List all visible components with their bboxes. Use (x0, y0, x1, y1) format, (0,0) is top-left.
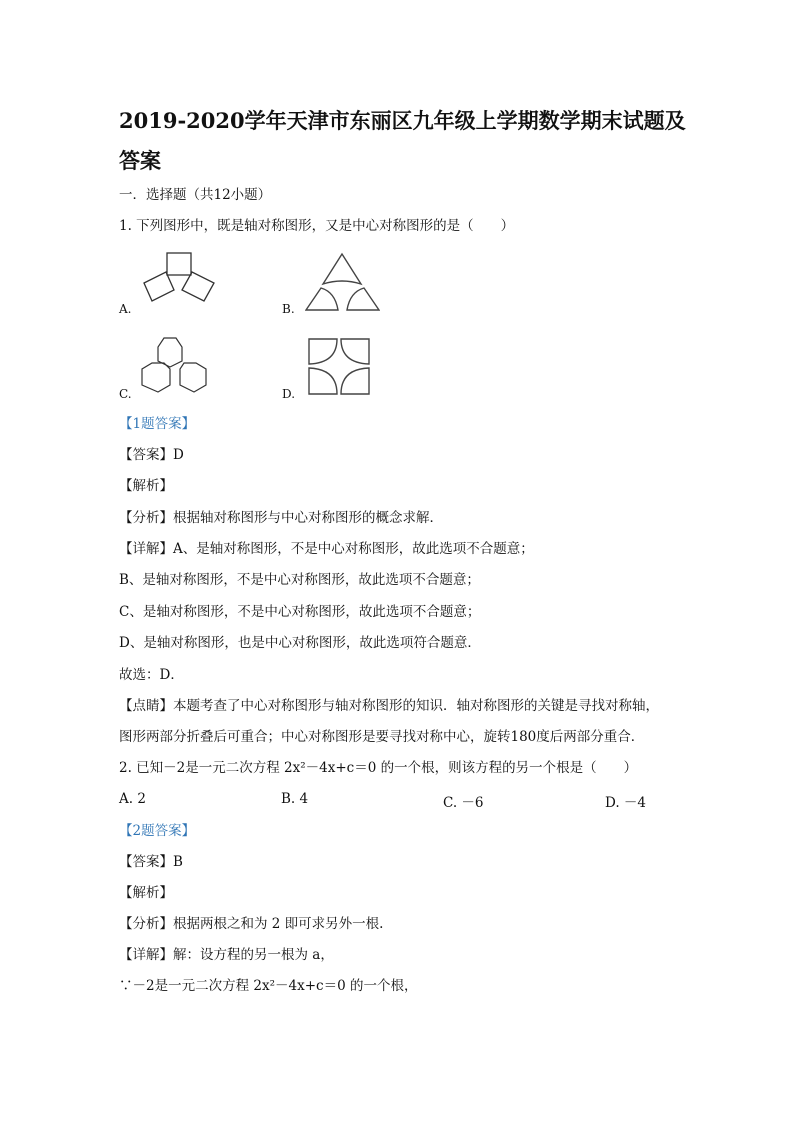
q2-answer: 【答案】B (119, 854, 183, 870)
q1-option-d: D. (282, 387, 296, 401)
figure-c (140, 337, 208, 397)
q1-explanation-line: D、是轴对称图形，也是中心对称图形，故此选项符合题意． (119, 635, 481, 651)
q1-explanation-line: 【分析】根据轴对称图形与中心对称图形的概念求解． (119, 510, 443, 526)
q2-option-d: D. －4 (605, 795, 647, 811)
q2-analysis-heading: 【解析】 (119, 885, 173, 901)
q2-explanation-line: 【分析】根据两根之和为 2 即可求另外一根. (119, 916, 384, 932)
q2-option-b: B. 4 (281, 791, 309, 807)
doc-title-line1: 2019-2020学年天津市东丽区九年级上学期数学期末试题及 (119, 108, 686, 133)
doc-title-line2: 答案 (119, 148, 161, 173)
q1-answer: 【答案】D (119, 447, 184, 463)
q2-explanation-line: ∵－2是一元二次方程 2x²－4x+c＝0 的一个根， (119, 978, 418, 994)
q1-explanation-line: 故选：D． (119, 667, 184, 683)
q2-answer-heading: 【2题答案】 (119, 823, 196, 839)
q1-explanation-line: 【详解】A、是轴对称图形，不是中心对称图形，故此选项不合题意； (119, 541, 534, 557)
q1-option-b: B. (282, 302, 295, 316)
q1-explanation-line: B、是轴对称图形，不是中心对称图形，故此选项不合题意； (119, 572, 480, 588)
q1-explanation-line: 【点睛】本题考查了中心对称图形与轴对称图形的知识．轴对称图形的关键是寻找对称轴， (119, 698, 659, 714)
q2-stem: 2. 已知－2是一元二次方程 2x²－4x+c＝0 的一个根，则该方程的另一个根是（ ） (119, 760, 638, 776)
section-heading: 一．选择题（共12小题） (119, 187, 272, 203)
q1-analysis-heading: 【解析】 (119, 478, 173, 494)
q1-answer-heading: 【1题答案】 (119, 416, 196, 432)
q1-option-c: C. (119, 387, 132, 401)
q1-stem: 1. 下列图形中，既是轴对称图形，又是中心对称图形的是（ ） (119, 218, 515, 234)
figure-d (308, 338, 372, 396)
q2-option-a: A. 2 (119, 791, 146, 807)
q1-explanation-line: C、是轴对称图形，不是中心对称图形，故此选项不合题意； (119, 604, 481, 620)
figure-a (140, 250, 220, 315)
figure-b (305, 252, 380, 312)
q1-explanation-line: 图形两部分折叠后可重合；中心对称图形是要寻找对称中心，旋转180度后两部分重合． (119, 729, 645, 745)
q2-explanation-line: 【详解】解：设方程的另一根为 a， (119, 947, 334, 963)
q1-option-a: A. (119, 302, 132, 316)
q2-option-c: C. －6 (443, 795, 484, 811)
